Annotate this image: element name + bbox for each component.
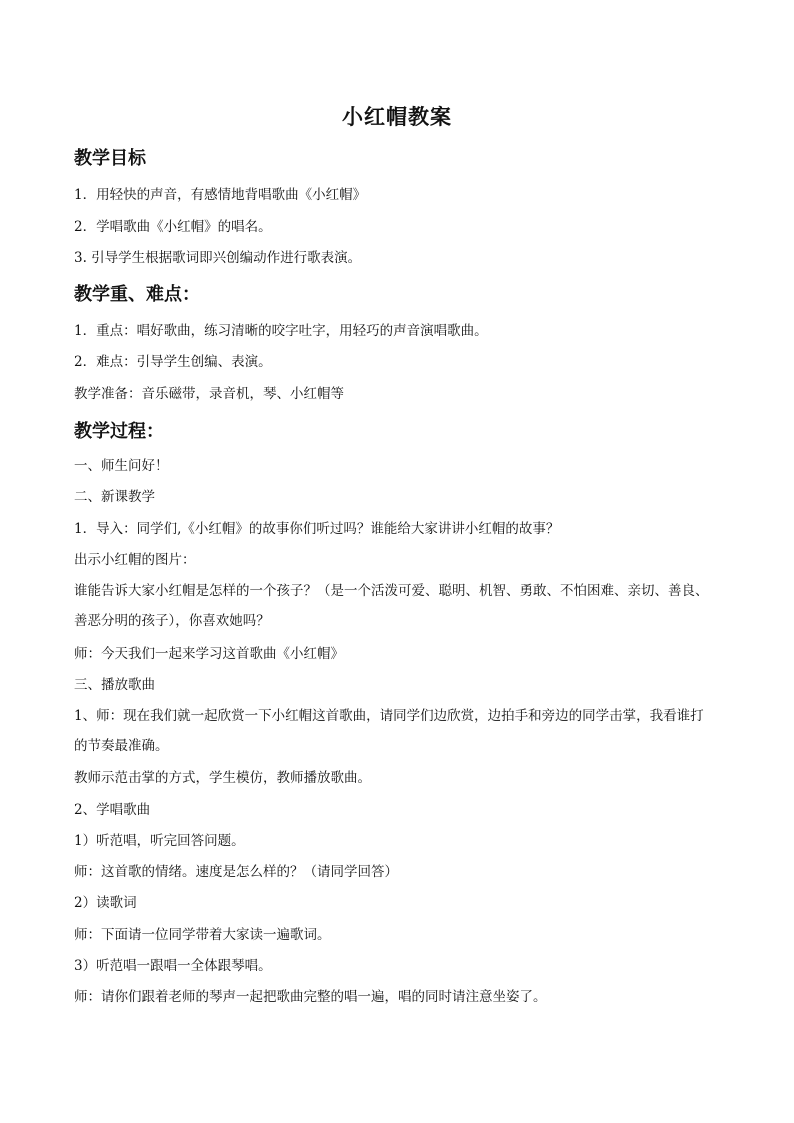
list-item: 1、师：现在我们就一起欣赏一下小红帽这首歌曲，请同学们边欣赏，边拍手和旁边的同学击掌，我看谁打 <box>74 708 704 724</box>
list-item: 师：请你们跟着老师的琴声一起把歌曲完整的唱一遍，唱的同时请注意坐姿了。 <box>74 989 547 1005</box>
list-item: 教师示范击掌的方式，学生模仿，教师播放歌曲。 <box>74 770 371 786</box>
list-item: 3）听范唱一跟唱一全体跟琴唱。 <box>74 958 272 974</box>
list-item: 谁能告诉大家小红帽是怎样的一个孩子？（是一个活泼可爱、聪明、机智、勇敢、不怕困难、亲切、善良、 <box>74 583 709 599</box>
list-item: 2、学唱歌曲 <box>74 802 151 818</box>
list-item: 二、新课教学 <box>74 489 155 505</box>
list-item: 3. 引导学生根据歌词即兴创编动作进行歌表演。 <box>74 250 362 266</box>
list-item: 三、播放歌曲 <box>74 677 155 693</box>
list-item: 师：今天我们一起来学习这首歌曲《小红帽》 <box>74 646 344 662</box>
list-item: 师：下面请一位同学带着大家读一遍歌词。 <box>74 927 331 943</box>
list-item: 2．学唱歌曲《小红帽》的唱名。 <box>74 219 272 235</box>
list-item: 师：这首歌的情绪。速度是怎么样的？（请同学回答） <box>74 864 398 880</box>
list-item: 1．重点：唱好歌曲，练习清晰的咬字吐字，用轻巧的声音演唱歌曲。 <box>74 323 488 339</box>
list-item: 一、师生问好！ <box>74 458 169 474</box>
section-heading-process: 教学过程： <box>74 421 164 442</box>
section-heading-key-points: 教学重、难点： <box>74 284 200 305</box>
list-item: 教学准备：音乐磁带，录音机，琴、小红帽等 <box>74 386 344 402</box>
list-item: 善恶分明的孩子），你喜欢她吗？ <box>74 613 270 629</box>
list-item: 的节奏最准确。 <box>74 738 169 754</box>
document-title: 小红帽教案 <box>342 104 452 129</box>
list-item: 出示小红帽的图片： <box>74 552 196 568</box>
section-heading-goals: 教学目标 <box>74 148 146 169</box>
list-item: 1．导入：同学们,《小红帽》的故事你们听过吗？谁能给大家讲讲小红帽的故事？ <box>74 521 560 537</box>
list-item: 1．用轻快的声音，有感情地背唱歌曲《小红帽》 <box>74 187 367 203</box>
list-item: 2．难点：引导学生创编、表演。 <box>74 354 272 370</box>
list-item: 1）听范唱，听完回答问题。 <box>74 833 245 849</box>
list-item: 2）读歌词 <box>74 895 137 911</box>
